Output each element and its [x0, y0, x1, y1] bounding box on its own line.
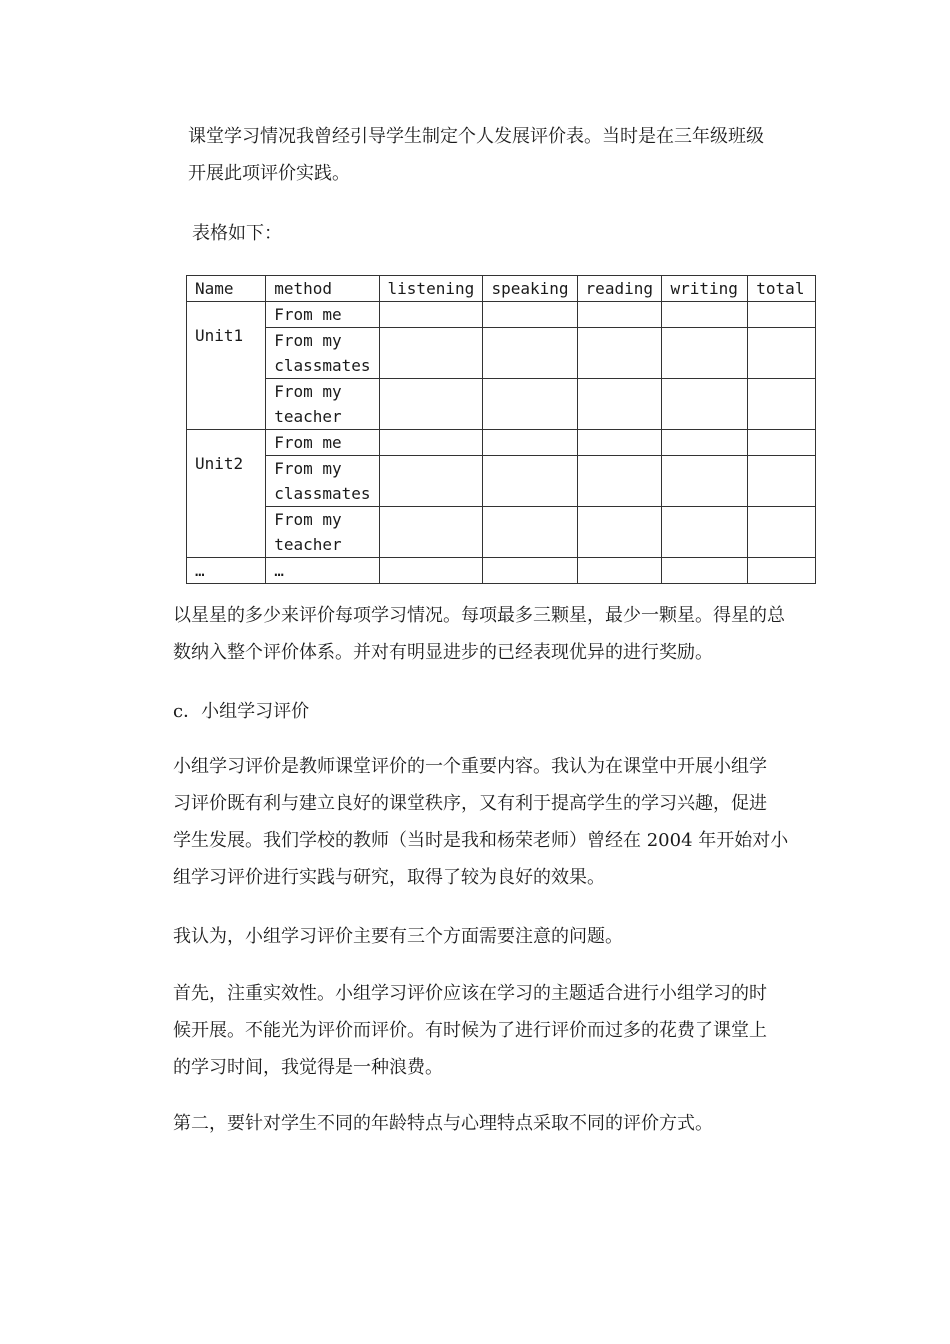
score-cell	[379, 456, 483, 507]
score-cell	[483, 430, 577, 456]
three-aspects-paragraph: 我认为，小组学习评价主要有三个方面需要注意的问题。	[173, 926, 623, 947]
table-row	[187, 328, 816, 379]
stars-paragraph	[173, 597, 785, 671]
score-cell	[577, 507, 662, 558]
header-writing: writing	[662, 276, 748, 302]
score-cell	[379, 430, 483, 456]
method-text: From my	[274, 459, 342, 478]
intro-line-1: 课堂学习情况我曾经引导学生制定个人发展评价表。当时是在三年级班级	[188, 126, 764, 147]
stars-line-1: 以星星的多少来评价每项学习情况。每项最多三颗星，最少一颗星。得星的总	[173, 605, 785, 626]
score-cell	[748, 379, 816, 430]
score-cell	[483, 507, 577, 558]
score-cell	[379, 558, 483, 584]
group-line-3: 学生发展。我们学校的教师（当时是我和杨荣老师）曾经在 2004 年开始对小	[173, 830, 789, 851]
first-line-3: 的学习时间，我觉得是一种浪费。	[173, 1057, 443, 1078]
table-row	[187, 302, 816, 328]
first-point-paragraph	[173, 975, 767, 1086]
table-row	[187, 456, 816, 507]
score-cell	[379, 328, 483, 379]
group-line-1: 小组学习评价是教师课堂评价的一个重要内容。我认为在课堂中开展小组学	[173, 756, 767, 777]
unit1-method-classmates	[266, 328, 379, 379]
header-listening: listening	[379, 276, 483, 302]
header-method: method	[266, 276, 379, 302]
header-total: total	[748, 276, 816, 302]
method-text: teacher	[274, 535, 342, 554]
table-row	[187, 558, 816, 584]
table-row	[187, 430, 816, 456]
score-cell	[662, 430, 748, 456]
header-speaking: speaking	[483, 276, 577, 302]
header-reading: reading	[577, 276, 662, 302]
ellipsis-name: …	[187, 558, 266, 584]
score-cell	[577, 379, 662, 430]
unit2-method-me: From me	[266, 430, 379, 456]
evaluation-table	[186, 275, 816, 584]
score-cell	[483, 558, 577, 584]
first-line-2: 候开展。不能光为评价而评价。有时候为了进行评价而过多的花费了课堂上	[173, 1020, 767, 1041]
score-cell	[748, 430, 816, 456]
score-cell	[662, 302, 748, 328]
score-cell	[483, 379, 577, 430]
score-cell	[483, 302, 577, 328]
score-cell	[748, 328, 816, 379]
method-text: classmates	[274, 484, 371, 503]
header-name: Name	[187, 276, 266, 302]
method-text: From my	[274, 331, 342, 350]
score-cell	[577, 456, 662, 507]
method-text: From my	[274, 510, 342, 529]
score-cell	[577, 430, 662, 456]
score-cell	[748, 507, 816, 558]
score-cell	[748, 558, 816, 584]
group-line-2: 习评价既有利与建立良好的课堂秩序，又有利于提高学生的学习兴趣，促进	[173, 793, 767, 814]
table-row	[187, 507, 816, 558]
method-text: From my	[274, 382, 342, 401]
first-line-1: 首先，注重实效性。小组学习评价应该在学习的主题适合进行小组学习的时	[173, 983, 767, 1004]
unit1-method-me: From me	[266, 302, 379, 328]
second-point-paragraph: 第二，要针对学生不同的年龄特点与心理特点采取不同的评价方式。	[173, 1113, 713, 1134]
score-cell	[577, 558, 662, 584]
score-cell	[662, 379, 748, 430]
unit2-method-classmates	[266, 456, 379, 507]
method-text: teacher	[274, 407, 342, 426]
intro-line-2: 开展此项评价实践。	[188, 163, 350, 184]
group-paragraph	[173, 748, 788, 896]
score-cell	[577, 328, 662, 379]
score-cell	[379, 302, 483, 328]
score-cell	[379, 507, 483, 558]
score-cell	[662, 456, 748, 507]
score-cell	[662, 507, 748, 558]
unit1-name: Unit1	[187, 302, 266, 430]
section-heading: c．小组学习评价	[173, 701, 310, 722]
table-row	[187, 379, 816, 430]
score-cell	[748, 302, 816, 328]
unit2-method-teacher	[266, 507, 379, 558]
score-cell	[379, 379, 483, 430]
table-caption: 表格如下：	[192, 223, 282, 244]
score-cell	[748, 456, 816, 507]
stars-line-2: 数纳入整个评价体系。并对有明显进步的已经表现优异的进行奖励。	[173, 642, 713, 663]
method-text: classmates	[274, 356, 371, 375]
score-cell	[662, 328, 748, 379]
intro-paragraph	[188, 118, 764, 192]
group-line-4: 组学习评价进行实践与研究，取得了较为良好的效果。	[173, 867, 605, 888]
score-cell	[662, 558, 748, 584]
table-header-row	[187, 276, 816, 302]
unit2-name: Unit2	[187, 430, 266, 558]
ellipsis-method: …	[266, 558, 379, 584]
score-cell	[483, 328, 577, 379]
unit1-method-teacher	[266, 379, 379, 430]
score-cell	[483, 456, 577, 507]
score-cell	[577, 302, 662, 328]
